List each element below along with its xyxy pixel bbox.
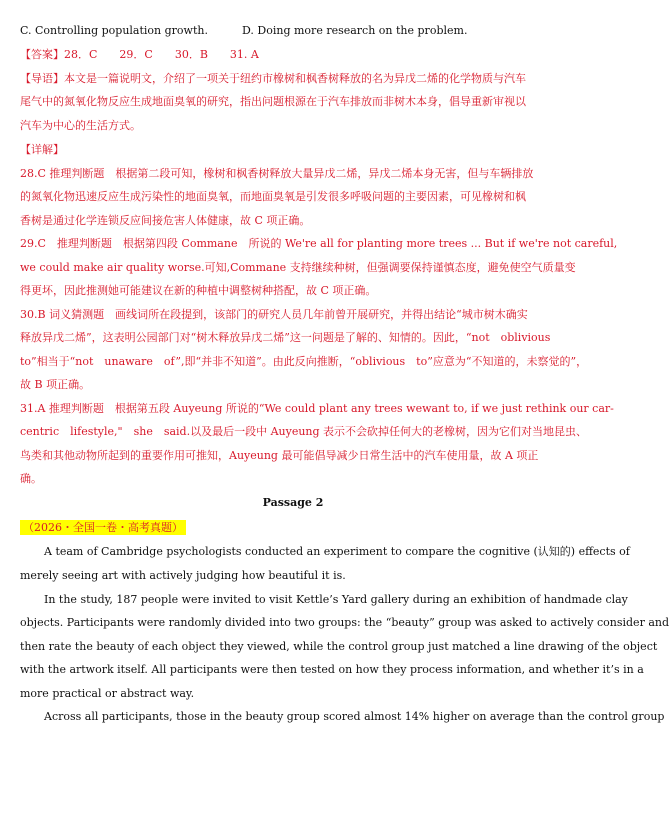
explanation-line: 29.C 推理判断题 根据第四段 Commane 所说的 We're all for planting more trees ... But if we're not careful, xyxy=(20,237,618,250)
guide-line: 汽车为中心的生活方式。 xyxy=(20,119,141,132)
option-c: C. Controlling population growth. xyxy=(20,24,208,37)
explanation-line: 得更坏，因此推测她可能建议在新的种植中调整树种搭配，故 C 项正确。 xyxy=(20,284,377,297)
explanation-line: 确。 xyxy=(20,472,42,485)
source-tag-row xyxy=(20,520,566,535)
paragraph-line: then rate the beauty of each object they viewed, while the control group just matched a line drawing of the object xyxy=(20,640,658,653)
passage-title: Passage 2 xyxy=(262,496,324,509)
paragraph-line: A team of Cambridge psychologists conducted an experiment to compare the cognitive (认知的) effects of xyxy=(44,545,630,558)
explanation-line: 释放异戊二烯”，这表明公园部门对“树木释放异戊二烯”这一问题是了解的、知情的。因此，“not oblivious xyxy=(20,331,551,344)
guide-line: 【导语】本文是一篇说明文，介绍了一项关于纽约市橡树和枫香树释放的名为异戊二烯的化学物质与汽车 xyxy=(20,72,526,85)
explanation-line: 故 B 项正确。 xyxy=(20,378,91,391)
guide-line: 尾气中的氮氧化物反应生成地面臭氧的研究，指出问题根源在于汽车排放而非树木本身，倡导重新审视以 xyxy=(20,95,526,108)
explanation-line: 30.B 词义猜测题 画线词所在段提到，该部门的研究人员几年前曾开展研究，并得出结论“城市树木确实 xyxy=(20,308,528,321)
explanation-line: 31.A 推理判断题 根据第五段 Auyeung 所说的“We could plant any trees wewant to, if we just rethink our car- xyxy=(20,402,614,415)
options-row xyxy=(20,24,566,37)
document-page xyxy=(20,24,669,723)
paragraph-line: objects. Participants were randomly divided into two groups: the “beauty” group was asked to actively consider and xyxy=(20,616,669,629)
explanation-line: 28.C 推理判断题 根据第二段可知，橡树和枫香树释放大量异戊二烯，异戊二烯本身无害，但与车辆排放 xyxy=(20,167,534,180)
paragraph-line: with the artwork itself. All participants were then tested on how they process information, and whether it’s in a xyxy=(20,663,644,676)
answer-key: 【答案】28．C 29．C 30．B 31. A xyxy=(20,48,259,61)
explanation-line: we could make air quality worse.可知,Commane 支持继续种树，但强调要保持谨慎态度，避免使空气质量变 xyxy=(20,261,576,274)
paragraph-line: merely seeing art with actively judging how beautiful it is. xyxy=(20,569,346,582)
explanation-line: 香树是通过化学连锁反应间接危害人体健康，故 C 项正确。 xyxy=(20,214,311,227)
explanation-line: centric lifestyle," she said.以及最后一段中 Auyeung 表示不会砍掉任何大的老橡树，因为它们对当地昆虫、 xyxy=(20,425,588,438)
paragraph-line: Across all participants, those in the beauty group scored almost 14% higher on average than the control group xyxy=(44,710,665,723)
explanation-line: to”相当于“not unaware of”,即“并非不知道”。由此反向推断，“oblivious to”应意为“不知道的，未察觉的”， xyxy=(20,355,588,368)
paragraph-line: In the study, 187 people were invited to visit Kettle’s Yard gallery during an exhibition of handmade clay xyxy=(44,593,628,606)
explanation-line: 的氮氧化物迅速反应生成污染性的地面臭氧，而地面臭氧是引发很多呼吸问题的主要因素，可见橡树和枫 xyxy=(20,190,526,203)
paragraph-line: more practical or abstract way. xyxy=(20,687,195,700)
explanation-line: 鸟类和其他动物所起到的重要作用可推知，Auyeung 最可能倡导减少日常生活中的汽车使用量，故 A 项正 xyxy=(20,449,539,462)
option-d: D. Doing more research on the problem. xyxy=(242,24,468,37)
detail-heading: 【详解】 xyxy=(20,143,64,156)
source-tag: （2026・全国一卷・高考真题） xyxy=(20,520,186,535)
